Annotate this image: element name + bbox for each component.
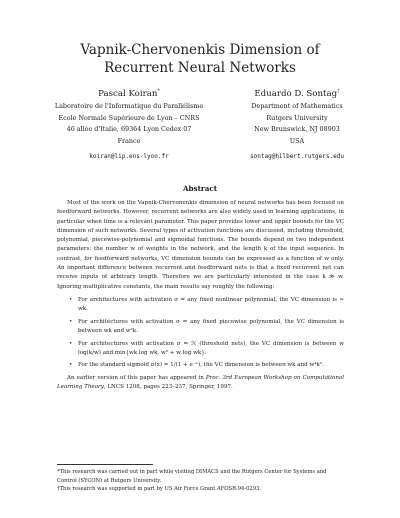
author-name: Pascal Koiran*: [98, 88, 160, 99]
author-email: koiran@lip.ens-lyon.fr: [89, 153, 169, 160]
venue-name: Proc. 3rd European Workshop on Computational Learning Theory: [57, 374, 344, 391]
bullet-icon: •: [69, 362, 73, 369]
publication-note: An earlier version of this paper has appeared in Proc. 3rd European Workshop on Computational Learning Theory, LNCS 1208, pages 223–237, Springer, 1997.: [57, 374, 344, 391]
footnote-2: †This research was supported in part by US Air Force Grant AFOSR-94-0293.: [57, 486, 261, 492]
result-item: • For architectures with activation σ = any fixed piecewise polynomial, the VC dimension is between wk and w²k.: [69, 318, 344, 335]
bullet-icon: •: [69, 296, 73, 303]
affiliation-line: USA: [289, 136, 305, 145]
affiliation-line: Rutgers University: [266, 113, 328, 122]
author-email: sontag@hilbert.rutgers.edu: [250, 153, 344, 160]
result-item: • For architectures with activation σ = ℋ (threshold nets), the VC dimension is between w log(k/w) and min{wk log wk, w² + w log wk}.: [69, 340, 344, 356]
result-item: • For the standard sigmoid σ(x) = 1/(1 + e⁻ˣ), the VC dimension is between wk and w⁴k².: [69, 361, 344, 370]
affiliation-line: 46 allée d'Italie, 69364 Lyon Cedex 07: [66, 125, 192, 133]
abstract-heading: Abstract: [182, 184, 218, 193]
author-block-koiran: [54, 88, 204, 163]
footnote-1: *This research was carried out in part while visiting DIMACS and the Rutgers Center for Systems and Control (SYCON) at Rutgers University.: [57, 469, 327, 484]
results-list: [57, 296, 344, 371]
footnote-mark: †: [337, 88, 340, 95]
result-item: • For architectures with activation σ = any fixed nonlinear polynomial, the VC dimension is ≈ wk.: [69, 296, 344, 313]
author-name: Eduardo D. Sontag†: [254, 88, 340, 99]
title-line-1: Vapnik-Chervonenkis Dimension of: [80, 42, 320, 58]
bullet-icon: •: [69, 340, 73, 347]
affiliation-line: Ecole Normale Supérieure de Lyon – CNRS: [58, 113, 200, 122]
title-line-2: Recurrent Neural Networks: [104, 60, 296, 76]
affiliation-line: New Brunswick, NJ 08903: [254, 125, 340, 133]
author-block-sontag: [232, 88, 362, 163]
bullet-icon: •: [69, 318, 73, 325]
affiliation-line: France: [117, 136, 141, 145]
footnote-mark: *: [157, 88, 160, 95]
affiliation-line: Laboratoire de l'Informatique du Parallélisme: [54, 102, 204, 110]
affiliation-line: Department of Mathematics: [251, 102, 343, 110]
paper-title: [40, 41, 360, 77]
abstract-body: [57, 199, 344, 392]
footnote-rule: [57, 464, 153, 465]
abstract-paragraph: Most of the work on the Vapnik-Chervonenkis dimension of neural networks has been focused on feedforward networks. However, recurrent networks are also widely used in learning applications, in particular when time is a relevant parameter. This paper provides lower and upper bounds for the VC dimension of such networks. Several types of activation functions are discussed, including threshold, polynomial, piecewise-polynomial and sigmoidal functions. The bounds depend on two independent parameters: the number w of weights in the network, and the length k of the input sequence. In contrast, for feedforward networks, VC dimension bounds can be expressed as a function of w only. An important difference between recurrent and feedforward nets is that a fixed recurrent net can receive inputs of arbitrary length. Therefore we are particularly interested in the case k ≫ w. Ignoring multiplicative constants, the main results say roughly the following:: [57, 200, 344, 290]
